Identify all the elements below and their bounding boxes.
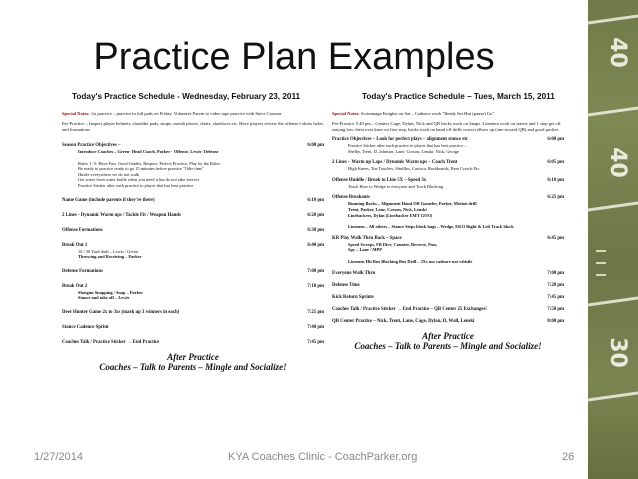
left-objective-sub: Introduce Coaches – Green- Head Coach, Parker - Offense, Lewis- Defense: [78, 149, 219, 154]
right-after-text: Coaches – Talk to Parents – Mingle and Socialize!: [354, 340, 542, 351]
right-warmup-sub: High Knees, Toe Touches, Shuffles, Carioca, Backboards, Bear Crawls Etc: [348, 166, 480, 172]
right-row-kick-return: Kick Return Sprints 7:45 pm: [332, 294, 564, 300]
field-number: 40: [604, 147, 630, 178]
right-row-warmups: 2 Lines – Warm up Laps / Dynamic Warm ups – Coach Trent 6:05 pm: [332, 160, 564, 166]
right-pre-practice: Pre-Practice 5:40 pm – Centers Cage, Dylan, Nick and QB backs work on Snaps. Linemen work on stance and 1 step get off staying low chest over knee on first step, backs work on hand off drills correct elbow up (one toward QB) and good pocket.: [332, 121, 561, 132]
left-after-title: After Practice: [167, 351, 219, 362]
right-after-practice: [332, 331, 564, 351]
left-schedule-heading: Today's Practice Schedule - Wednesday, February 23, 2011: [72, 92, 301, 101]
hash-mark: [596, 262, 606, 264]
left-breakout2-line: Shotgun Snapping / Snap – Parker: [78, 289, 144, 295]
right-kr-line: Spy – Lane / MPP: [348, 247, 382, 253]
left-rule-line: Hustle everywhere we do not walk: [78, 171, 140, 177]
right-row-offense-breakouts: Offense Breakouts 6:25 pm: [332, 195, 564, 201]
right-row-huddle: Offense Huddle / Break to Line 5X – Speed 3x 6:10 pm: [332, 177, 564, 183]
right-objective-sub: Shelby, Trent, D, Johnson, Lane, Corson, Lenski, Nick, George: [348, 148, 460, 154]
right-notes-text: Scrimmage Knights on Sat – Cadence work "Ready Set Hut (pause) Go": [360, 111, 495, 116]
right-schedule-heading: Today's Practice Schedule – Tues, March 15, 2011: [362, 92, 555, 101]
left-after-text: Coaches – Talk to Parents – Mingle and Socialize!: [99, 361, 287, 372]
left-row-breakout-1: Break Out 1 6:40 pm: [62, 242, 324, 248]
right-after-title: After Practice: [422, 330, 474, 341]
left-rule-line: Get water from water bottle when you need it but do not take forever: [78, 177, 200, 183]
left-row-stance-cadence: Stance Cadence Sprint 7:40 pm: [62, 324, 324, 330]
left-after-practice: [62, 352, 324, 372]
slide-title: Practice Plan Examples: [93, 36, 495, 78]
yard-line: [588, 14, 638, 24]
left-rule-line: Practice Sticker after each practice to player that has best practice: [78, 182, 194, 188]
left-row-defense-formations: Defense Formations 7:00 pm: [62, 268, 324, 274]
right-linemen-line: Linemen – All others – Stance Steps block bags – Wedge, EKO Right & Left Track block: [348, 224, 514, 230]
left-practice-schedule: [62, 92, 324, 372]
footer-date: 1/27/2014: [34, 451, 83, 463]
left-breakout2-line: Stance and take off – Lewis: [78, 295, 130, 301]
left-row-name-game: Name Game (include parents if they're there) 6:10 pm: [62, 197, 324, 203]
left-row-coaches-talk: Coaches Talk / Practice Sticker → End Practice 7:45 pm: [62, 339, 324, 345]
right-row-objectives: Practice Objectives – Look for perfect plays – alignment stance etc 6:00 pm: [332, 137, 564, 142]
left-breakout1-line: Throwing and Receiving – Parker: [78, 254, 142, 260]
yard-line: [588, 106, 638, 116]
yard-line: [588, 391, 638, 401]
right-huddle-sub: Teach How to Wedge to everyone and Track Blocking: [348, 183, 444, 189]
left-notes-text: 1st practice – practice in full pads on Friday. Volunteer Parent to video tape practice with Steve Cassens: [90, 111, 282, 116]
field-number: 30: [604, 337, 630, 368]
left-row-warmups: 2 Lines - Dynamic Warm ups / Tackle Fit / Weapon Hands 6:20 pm: [62, 212, 324, 218]
left-row-deer-hunter: Deer Hunter Game 2x to 3xs (mark up 3 winners in each) 7:25 pm: [62, 309, 324, 315]
right-breakouts-line: Running Backs – Alignment Hand Off Gameler, Parker, Motion drill: [348, 201, 477, 207]
right-row-kr-walk: KR Play Walk Thru Back – Space 6:45 pm: [332, 235, 564, 241]
right-linemen2-line: Linemen Hit Box Blocking Box Drill – 2Xs use cadence not whistle: [348, 258, 473, 264]
right-special-notes: [332, 111, 564, 117]
hash-mark: [596, 250, 606, 252]
left-row-offense-formations: Offense Formations 6:30 pm: [62, 227, 324, 233]
hash-mark: [596, 274, 606, 276]
left-rule-line: Be ready to practice ready to go 15 minutes before practice "Odie time": [78, 166, 204, 172]
right-breakouts-line: Trent, Parker, Lane, Corson, Nick, Lenski: [348, 206, 427, 212]
right-row-everyone-walk: Everyone Walk Thru 7:00 pm: [332, 270, 564, 276]
left-special-notes: [62, 111, 324, 117]
yard-line: [588, 201, 638, 211]
left-rule-line: Rules 1 -5: Have Fun, Good Grades, Respect, Perfect Practice, Play by the Rules: [78, 160, 221, 166]
left-breakout1-line: 10 / 30 Yard dash – Lewis / Green: [78, 248, 138, 254]
football-field-background: [588, 0, 638, 479]
yard-line: [588, 296, 638, 306]
right-row-coaches-talk: Coaches Talk / Practice Sticker → End Practice – QB Center 25 Exchanges! 7:50 pm: [332, 306, 564, 312]
right-kr-line: Speed Sweeps, FB Dive, Counter, Reverse, Pass,: [348, 241, 438, 247]
page-number: 26: [562, 451, 575, 463]
right-row-defense-time: Defense Time 7:20 pm: [332, 282, 564, 288]
left-pre-practice: Pre-Practice – Inspect player helmets, shoulder pads, straps, mouth pieces, cleats, shoelaces etc. Have players review the offense t-shirts holes and formations: [62, 121, 324, 132]
footer-title: KYA Coaches Clinic - CoachParker.org: [228, 451, 418, 463]
left-row-objectives: Season Practice Objectives – 6:00 pm: [62, 143, 324, 148]
right-row-qb-center: QB Center Practice – Nick, Trent, Lane, Cage, Dylan, D, Wall, Lenski 8:00 pm: [332, 318, 564, 324]
right-notes-label: Special Notes:: [332, 111, 360, 116]
left-notes-label: Special Notes:: [62, 111, 90, 116]
field-number: 40: [604, 37, 630, 68]
left-row-breakout-2: Break Out 2 7:10 pm: [62, 283, 324, 289]
right-objective-sub: Practice Sticker after each practice to player that has best practice –: [348, 143, 467, 148]
right-practice-schedule: [332, 92, 564, 351]
right-breakouts-line: Linebackers, Dylan (Linebacker EMT GOO): [348, 212, 433, 218]
